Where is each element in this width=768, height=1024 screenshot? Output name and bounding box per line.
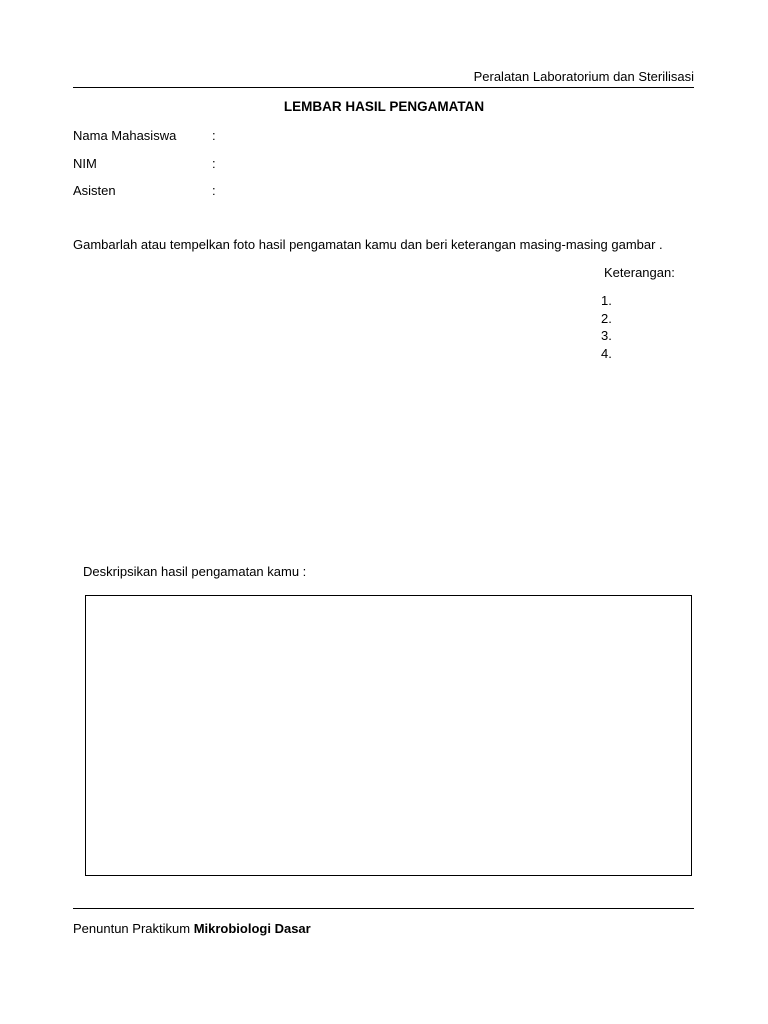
- footer-course: Mikrobiologi Dasar: [193, 921, 311, 936]
- header-rule: [73, 87, 694, 88]
- keterangan-list: [601, 292, 612, 362]
- field-label-nim: NIM: [73, 156, 97, 171]
- keterangan-item: 4.: [601, 345, 612, 361]
- keterangan-label: Keterangan:: [604, 265, 675, 280]
- field-separator: :: [212, 128, 216, 143]
- footer-rule: [73, 908, 694, 909]
- keterangan-item: 1.: [601, 293, 612, 308]
- field-label-nama-mahasiswa: Nama Mahasiswa: [73, 128, 177, 143]
- description-label: Deskripsikan hasil pengamatan kamu :: [83, 564, 307, 579]
- instruction-text: Gambarlah atau tempelkan foto hasil pengamatan kamu dan beri keterangan masing-masing gambar .: [73, 237, 663, 252]
- page-title: LEMBAR HASIL PENGAMATAN: [283, 99, 485, 114]
- field-label-asisten: Asisten: [73, 183, 116, 198]
- field-separator: :: [212, 156, 216, 171]
- keterangan-item: 3.: [601, 328, 612, 343]
- running-header: Peralatan Laboratorium dan Sterilisasi: [473, 69, 694, 84]
- footer: [73, 921, 311, 936]
- description-box[interactable]: [85, 595, 692, 876]
- keterangan-item: 2.: [601, 310, 612, 326]
- footer-prefix: Penuntun Praktikum: [73, 921, 194, 936]
- field-separator: :: [212, 183, 216, 198]
